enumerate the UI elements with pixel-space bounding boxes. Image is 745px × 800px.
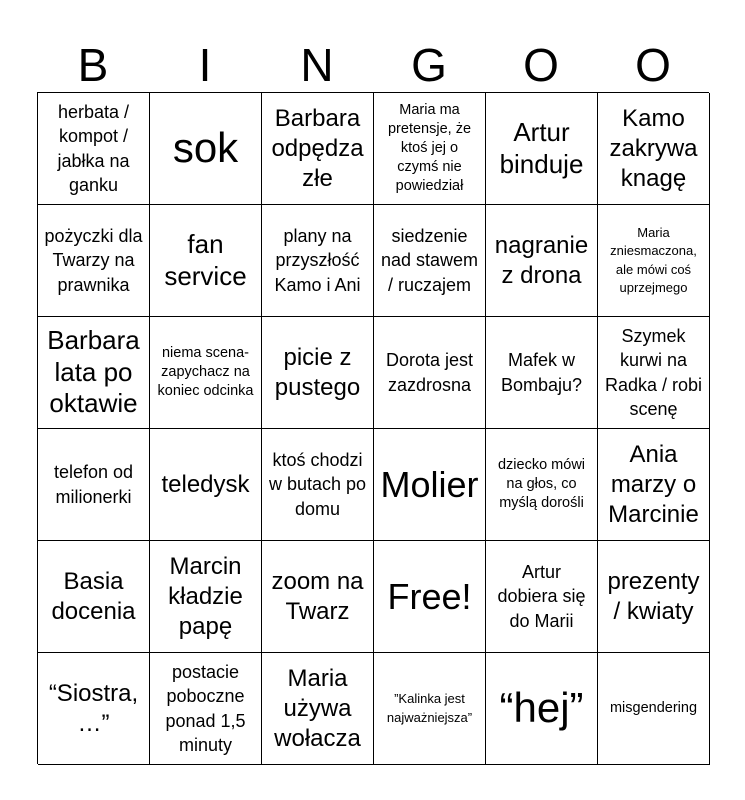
bingo-cell[interactable]: Barbara lata po oktawie [38, 317, 150, 429]
bingo-cell[interactable]: Barbara odpędza złe [262, 93, 374, 205]
bingo-cell[interactable]: plany na przyszłość Kamo i Ani [262, 205, 374, 317]
bingo-cell[interactable]: dziecko mówi na głos, co myślą dorośli [486, 429, 598, 541]
bingo-cell[interactable]: “hej” [486, 653, 598, 765]
bingo-cell[interactable]: Maria zniesmaczona, ale mówi coś uprzejmego [598, 205, 710, 317]
bingo-cell[interactable]: sok [150, 93, 262, 205]
bingo-header [37, 38, 709, 92]
bingo-cell[interactable]: postacie poboczne ponad 1,5 minuty [150, 653, 262, 765]
bingo-cell[interactable]: Kamo zakrywa knagę [598, 93, 710, 205]
bingo-cell[interactable]: Maria ma pretensje, że ktoś jej o czymś nie powiedział [374, 93, 486, 205]
header-letter-n: N [300, 39, 334, 91]
bingo-cell[interactable]: Artur dobiera się do Marii [486, 541, 598, 653]
bingo-cell[interactable]: herbata / kompot / jabłka na ganku [38, 93, 150, 205]
bingo-cell[interactable]: zoom na Twarz [262, 541, 374, 653]
bingo-cell[interactable]: misgendering [598, 653, 710, 765]
bingo-cell[interactable]: ktoś chodzi w butach po domu [262, 429, 374, 541]
bingo-cell[interactable]: Ania marzy o Marcinie [598, 429, 710, 541]
header-letter-b: B [77, 39, 109, 91]
bingo-cell[interactable]: prezenty / kwiaty [598, 541, 710, 653]
bingo-cell[interactable]: “Siostra, …” [38, 653, 150, 765]
bingo-cell[interactable]: fan service [150, 205, 262, 317]
bingo-cell[interactable]: Artur binduje [486, 93, 598, 205]
bingo-cell[interactable]: pożyczki dla Twarzy na prawnika [38, 205, 150, 317]
bingo-cell[interactable]: nagranie z drona [486, 205, 598, 317]
bingo-board [37, 92, 709, 764]
header-letter-g: G [411, 39, 447, 91]
bingo-cell[interactable]: Mafek w Bombaju? [486, 317, 598, 429]
bingo-cell[interactable]: Maria używa wołacza [262, 653, 374, 765]
bingo-cell[interactable]: Szymek kurwi na Radka / robi scenę [598, 317, 710, 429]
bingo-cell[interactable]: ”Kalinka jest najważniejsza” [374, 653, 486, 765]
header-letter-o-2: O [635, 39, 671, 91]
bingo-cell[interactable]: picie z pustego [262, 317, 374, 429]
bingo-cell[interactable]: siedzenie nad stawem / ruczajem [374, 205, 486, 317]
bingo-cell[interactable]: telefon od milionerki [38, 429, 150, 541]
bingo-cell[interactable]: teledysk [150, 429, 262, 541]
header-letter-o: O [523, 39, 559, 91]
bingo-cell[interactable]: Dorota jest zazdrosna [374, 317, 486, 429]
bingo-cell[interactable]: Molier [374, 429, 486, 541]
bingo-cell[interactable]: Marcin kładzie papę [150, 541, 262, 653]
free-space-cell[interactable]: Free! [374, 541, 486, 653]
bingo-cell[interactable]: Basia docenia [38, 541, 150, 653]
header-letter-i: I [198, 39, 212, 91]
bingo-cell[interactable]: niema scena-zapychacz na koniec odcinka [150, 317, 262, 429]
